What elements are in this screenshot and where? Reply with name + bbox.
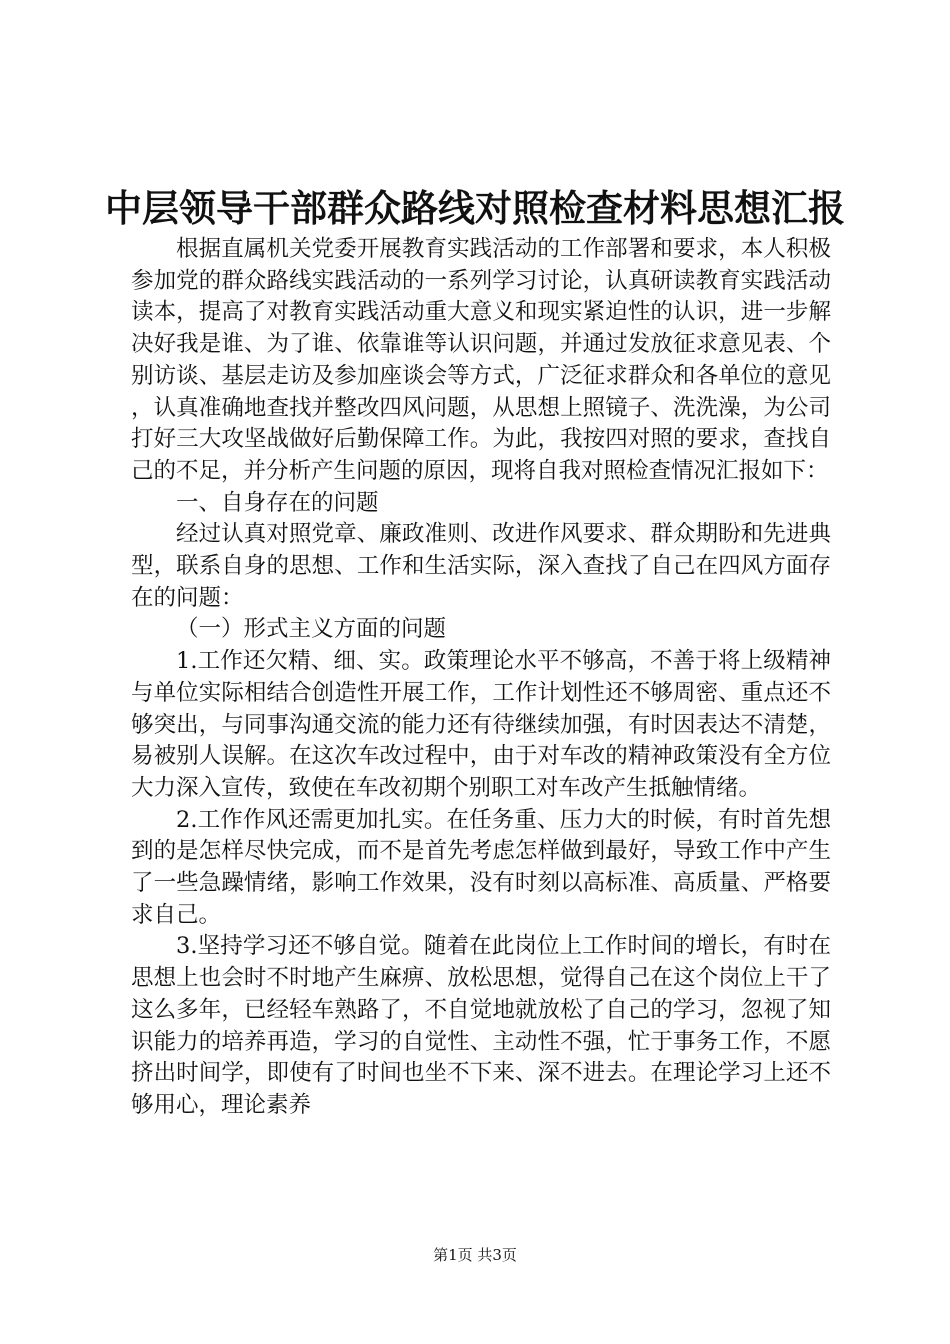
page-number-footer: 第1页 共3页 [433,1246,517,1264]
item-paragraph-2: 2.工作作风还需更加扎实。在任务重、压力大的时候，有时首先想到的是怎样尽快完成，而不是首先考虑怎样做到最好，导致工作中产生了一些急躁情绪，影响工作效果，没有时刻以高标准、高质量、严格要求自己。 [131,806,831,928]
document-title: 中层领导干部群众路线对照检查材料思想汇报 [105,187,845,230]
item-paragraph-1: 1.工作还欠精、细、实。政策理论水平不够高，不善于将上级精神与单位实际相结合创造性开展工作，工作计划性还不够周密、重点还不够突出，与同事沟通交流的能力还有待继续加强，有时因表达不清楚，易被别人误解。在这次车改过程中，由于对车改的精神政策没有全方位大力深入宣传，致使在车改初期个别职工对车改产生抵触情绪。 [131,648,831,801]
problems-paragraph: 经过认真对照党章、廉政准则、改进作风要求、群众期盼和先进典型，联系自身的思想、工作和生活实际，深入查找了自己在四风方面存在的问题： [131,521,831,611]
subsection-heading-formalism: （一）形式主义方面的问题 [176,616,447,643]
document-body [131,234,831,1122]
item-paragraph-3: 3.坚持学习还不够自觉。随着在此岗位上工作时间的增长，有时在思想上也会时不时地产生麻痹、放松思想，觉得自己在这个岗位上干了这么多年，已经轻车熟路了，不自觉地就放松了自己的学习，忽视了知识能力的培养再造，学习的自觉性、主动性不强，忙于事务工作，不愿挤出时间学，即使有了时间也坐不下来、深不进去。在理论学习上还不够用心，理论素养 [131,933,831,1118]
section-heading-problems: 一、自身存在的问题 [176,489,379,516]
intro-paragraph: 根据直属机关党委开展教育实践活动的工作部署和要求，本人积极参加党的群众路线实践活动的一系列学习讨论，认真研读教育实践活动读本，提高了对教育实践活动重大意义和现实紧迫性的认识，进一步解决好我是谁、为了谁、依靠谁等认识问题，并通过发放征求意见表、个别访谈、基层走访及参加座谈会等方式，广泛征求群众和各单位的意见，认真准确地查找并整改四风问题，从思想上照镜子、洗洗澡，为公司打好三大攻坚战做好后勤保障工作。为此，我按四对照的要求，查找自己的不足，并分析产生问题的原因，现将自我对照检查情况汇报如下： [131,236,831,484]
